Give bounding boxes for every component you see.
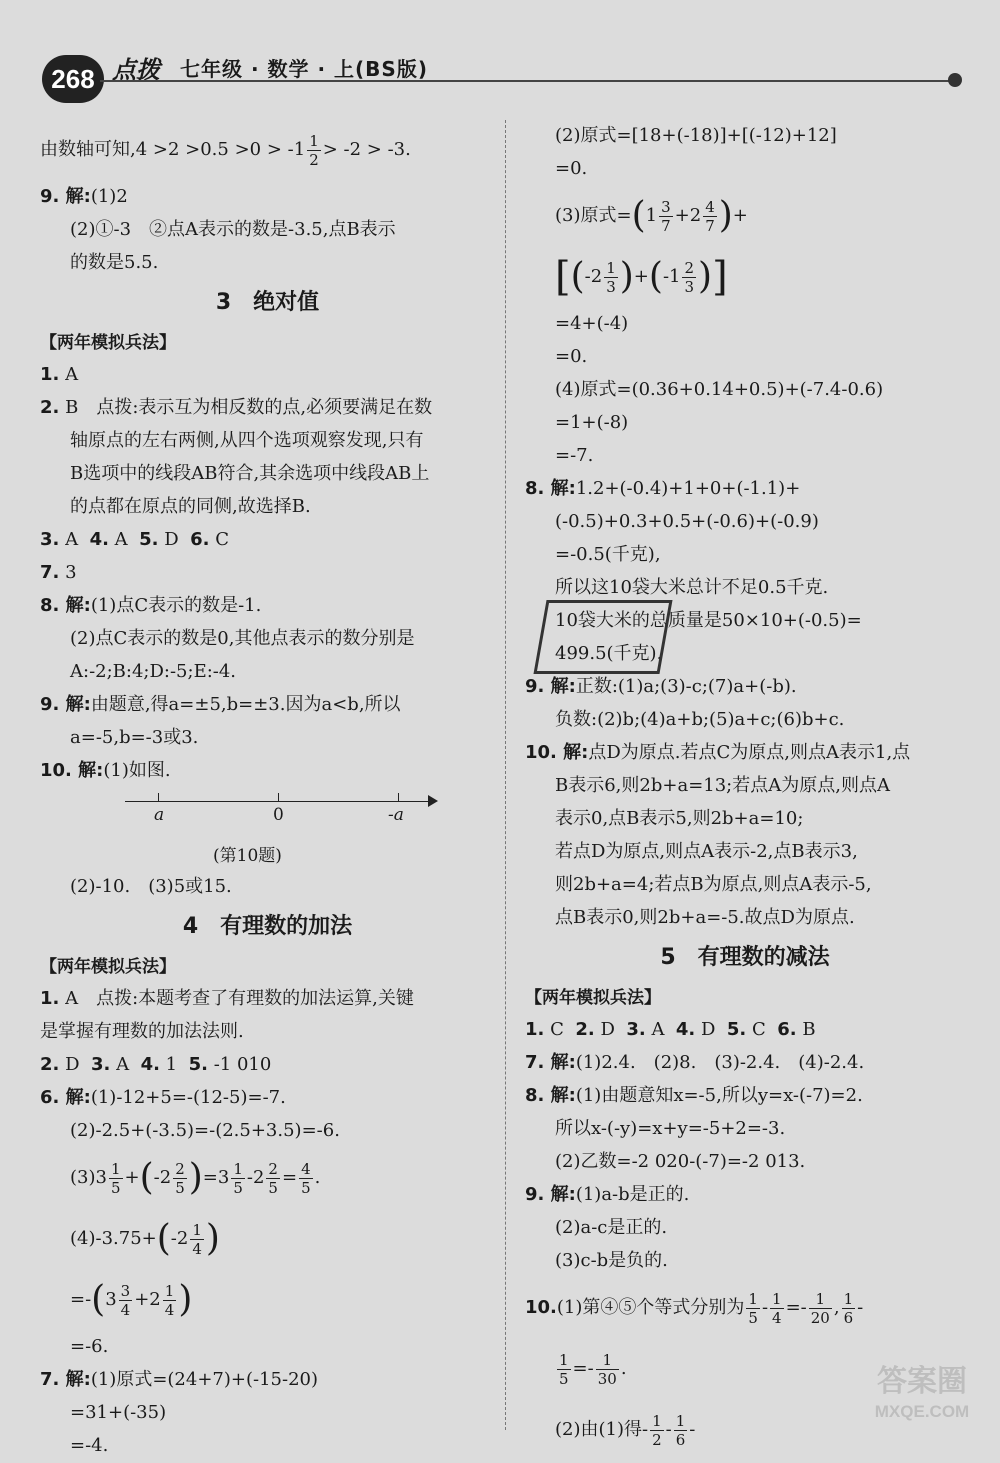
answer-line: 10袋大米的总质量是50×10+(-0.5)= [555, 610, 862, 631]
figure-caption: (第10题) [213, 846, 282, 866]
answer-line: (4)-3.75+(-2 $\frac{1}{4}$ ) [70, 1218, 220, 1259]
answer-10: 10. 解:(1)如图. [40, 760, 171, 781]
tick-label: -a [388, 805, 404, 825]
tick-zero [278, 793, 279, 801]
answer-line: 是掌握有理数的加法法则. [40, 1021, 244, 1042]
answer-line: (2)①-3 ②点A表示的数是-3.5,点B表示 [70, 219, 396, 240]
answer-line: =0. [555, 346, 588, 367]
answer-line: (3)3 $\frac{1}{5}$ +(-2 $\frac{2}{5}$ )=3 $\frac{1}{5}$ -2 $\frac{2}{5}$ = $\frac{4}{5}$ . [70, 1157, 321, 1198]
stamp-mark [533, 600, 672, 674]
answer-line: (3)原式=(1 $\frac{3}{7}$ +2 $\frac{4}{7}$ )+ [555, 195, 748, 236]
answer-6: 6. 解:(1)-12+5=-(12-5)=-7. [40, 1087, 286, 1108]
answer-10: 10.(1)第④⑤个等式分别为 $\frac{1}{5}$ - $\frac{1}{4}$ =- $\frac{1}{20}$ , $\frac{1}{6}$ - [525, 1289, 864, 1327]
left-column [40, 120, 495, 1463]
answer-line: =-0.5(千克), [555, 544, 661, 565]
answer-line: (2)点C表示的数是0,其他点表示的数分别是 [70, 628, 415, 649]
brand-logo: 点拨 [112, 55, 160, 84]
right-column [525, 120, 965, 1461]
section-tag: 【两年模拟兵法】 [525, 988, 661, 1008]
answer-1-6: 1. C 2. D 3. A 4. D 5. C 6. B [525, 1019, 816, 1040]
number-line-figure [40, 791, 495, 841]
section-title-5: 5 有理数的减法 [660, 945, 830, 970]
answer-1: 1. A 点拨:本题考查了有理数的加法运算,关键 [40, 988, 414, 1009]
answer-line: (2)-10. (3)5或15. [70, 876, 232, 897]
answer-line: a=-5,b=-3或3. [70, 727, 199, 748]
answer-line: 499.5(千克). [555, 643, 663, 664]
answer-line: 由数轴可知,4 >2 >0.5 >0 > -1 $\frac{1}{2}$ > -2 > -3. [40, 131, 411, 169]
answer-line: =-6. [70, 1336, 109, 1357]
answer-q9: 9. 解:(1)2 [40, 186, 128, 207]
answer-line: 点B表示0,则2b+a=-5.故点D为原点. [555, 907, 855, 928]
answer-line: A:-2;B:4;D:-5;E:-4. [70, 661, 237, 682]
answer-line: 表示0,点B表示5,则2b+a=10; [555, 808, 804, 829]
answer-7: 7. 解:(1)2.4. (2)8. (3)-2.4. (4)-2.4. [525, 1052, 865, 1073]
answer-line: =1+(-8) [555, 412, 629, 433]
answer-line: (2)a-c是正的. [555, 1217, 668, 1238]
answer-line: (2)原式=[18+(-18)]+[(-12)+12] [555, 125, 837, 146]
number-line-axis [125, 801, 430, 802]
answer-9: 9. 解:(1)a-b是正的. [525, 1184, 690, 1205]
section-title-4: 4 有理数的加法 [182, 914, 353, 939]
answer-line: 负数:(2)b;(4)a+b;(5)a+c;(6)b+c. [555, 709, 845, 730]
answer-9: 9. 解:由题意,得a=±5,b=±3.因为a<b,所以 [40, 694, 401, 715]
answer-line: B表示6,则2b+a=13;若点A为原点,则点A [555, 775, 890, 796]
answer-line: (-0.5)+0.3+0.5+(-0.6)+(-0.9) [555, 511, 819, 532]
answer-line: =31+(-35) [70, 1402, 167, 1423]
tick-label: 0 [273, 805, 284, 825]
answer-line: 则2b+a=4;若点B为原点,则点A表示-5, [555, 874, 872, 895]
answer-line: 的数是5.5. [70, 252, 159, 273]
answer-line: 轴原点的左右两侧,从四个选项观察发现,只有 [70, 430, 424, 451]
page-header [0, 0, 1000, 115]
answer-line: (2)乙数=-2 020-(-7)=-2 013. [555, 1151, 806, 1172]
answer-7: 7. 3 [40, 562, 77, 583]
header-rule-end [948, 73, 962, 87]
answer-line: 若点D为原点,则点A表示-2,点B表示3, [555, 841, 858, 862]
section-title-3: 3 绝对值 [215, 290, 320, 315]
answer-2-5: 2. D 3. A 4. 1 5. -1 010 [40, 1054, 272, 1075]
answer-line: =-7. [555, 445, 594, 466]
answer-line: 所以x-(-y)=x+y=-5+2=-3. [555, 1118, 786, 1139]
answer-line: =0. [555, 158, 588, 179]
answer-line: 的点都在原点的同侧,故选择B. [70, 496, 311, 517]
answer-line: =4+(-4) [555, 313, 629, 334]
answer-8: 8. 解:1.2+(-0.4)+1+0+(-1.1)+ [525, 478, 801, 499]
answer-line: (2)由(1)得- $\frac{1}{2}$ - $\frac{1}{6}$ - [555, 1411, 696, 1449]
answer-line: [(-2 $\frac{1}{3}$ )+(-1 $\frac{2}{3}$ )] [555, 254, 728, 300]
section-tag: 【两年模拟兵法】 [40, 957, 176, 977]
arrow-right-icon [428, 795, 438, 807]
answer-line: =-4. [70, 1435, 109, 1456]
answer-3-6: 3. A 4. A 5. D 6. C [40, 529, 230, 550]
answer-line: (2)-2.5+(-3.5)=-(2.5+3.5)=-6. [70, 1120, 340, 1141]
answer-line: 所以这10袋大米总计不足0.5千克. [555, 577, 829, 598]
tick-label: a [154, 805, 165, 825]
answer-line: =-(3 $\frac{3}{4}$ +2 $\frac{1}{4}$ ) [70, 1279, 193, 1320]
answer-9: 9. 解:正数:(1)a;(3)-c;(7)a+(-b). [525, 676, 797, 697]
answer-line: $\frac{1}{5}$ =- $\frac{1}{30}$ . [559, 1350, 627, 1388]
answer-8: 8. 解:(1)点C表示的数是-1. [40, 595, 262, 616]
book-info: 七年级 · 数学 · 上(BS版) [180, 57, 428, 81]
section-tag: 【两年模拟兵法】 [40, 333, 176, 353]
tick-neg-a [398, 793, 399, 801]
answer-8: 8. 解:(1)由题意知x=-5,所以y=x-(-7)=2. [525, 1085, 863, 1106]
answer-line: B选项中的线段AB符合,其余选项中线段AB上 [70, 463, 430, 484]
answer-2: 2. B 点拨:表示互为相反数的点,必须要满足在数 [40, 397, 433, 418]
page-number: 268 [42, 55, 104, 103]
watermark-logo: 答案圈 MXQE.COM [874, 1365, 970, 1421]
tick-a [158, 793, 159, 801]
column-divider [505, 120, 506, 1430]
header-rule [100, 80, 960, 82]
answer-line: (3)c-b是负的. [555, 1250, 668, 1271]
answer-line: (4)原式=(0.36+0.14+0.5)+(-7.4-0.6) [555, 379, 884, 400]
answer-1: 1. A [40, 364, 79, 385]
answer-7: 7. 解:(1)原式=(24+7)+(-15-20) [40, 1369, 318, 1390]
answer-10: 10. 解:点D为原点.若点C为原点,则点A表示1,点 [525, 742, 911, 763]
